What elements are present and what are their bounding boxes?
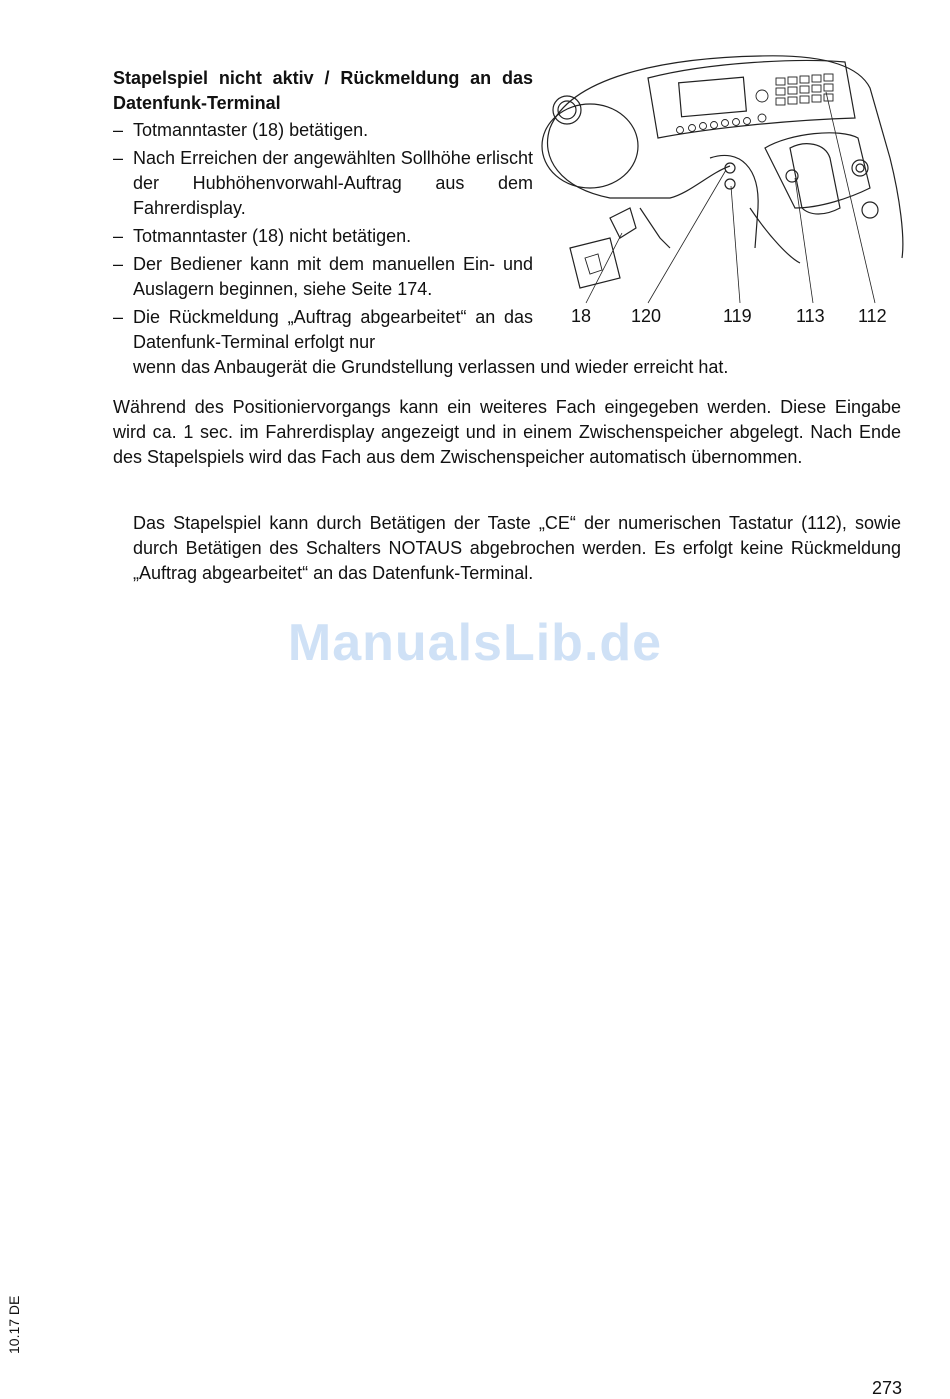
watermark: ManualsLib.de: [287, 614, 663, 672]
list-item: – Totmanntaster (18) betätigen.: [113, 120, 369, 140]
list-item: – Der Bediener kann mit dem manuellen Ein- und Auslagern beginnen, siehe Seite 174.: [113, 254, 533, 299]
section-heading: Stapelspiel nicht aktiv / Rückmeldung an das Datenfunk-Terminal: [113, 68, 533, 113]
callout-119: 119: [723, 306, 752, 326]
step-continuation: wenn das Anbaugerät die Grundstellung verlassen und wieder erreicht hat.: [133, 357, 729, 377]
list-item: – Totmanntaster (18) nicht betätigen.: [113, 226, 412, 246]
callout-120: 120: [631, 306, 662, 326]
doc-code: 10.17 DE: [6, 1295, 22, 1354]
callout-112: 112: [858, 306, 887, 326]
note-paragraph: Das Stapelspiel kann durch Betätigen der Taste „CE“ der numerischen Tastatur (112), sowie durch Betätigen des Schalters NOTAUS abgebrochen werden. Es erfolgt keine Rückmeldung „Auftrag abgearbeitet“ an das Datenfunk-Terminal.: [133, 513, 901, 583]
callout-18: 18: [571, 306, 592, 326]
step-list: [113, 118, 533, 358]
list-item: – Nach Erreichen der angewählten Sollhöhe erlischt der Hubhöhenvorwahl-Auftrag aus dem Fahrerdisplay.: [113, 148, 533, 218]
body-paragraph: Während des Positioniervorgangs kann ein weiteres Fach eingegeben werden. Diese Eingabe wird ca. 1 sec. im Fahrerdisplay angezeigt und in einem Zwischenspeicher abgelegt. Nach Ende des Stapelspiels wird das Fach aus dem Zwischenspeicher automatisch übernommen.: [113, 397, 901, 467]
page-number: 273: [871, 1378, 902, 1398]
control-panel-illustration: [540, 48, 910, 338]
list-item: – Die Rückmeldung „Auftrag abgearbeitet“ an das Datenfunk-Terminal erfolgt nur: [113, 307, 533, 352]
callout-113: 113: [796, 306, 825, 326]
